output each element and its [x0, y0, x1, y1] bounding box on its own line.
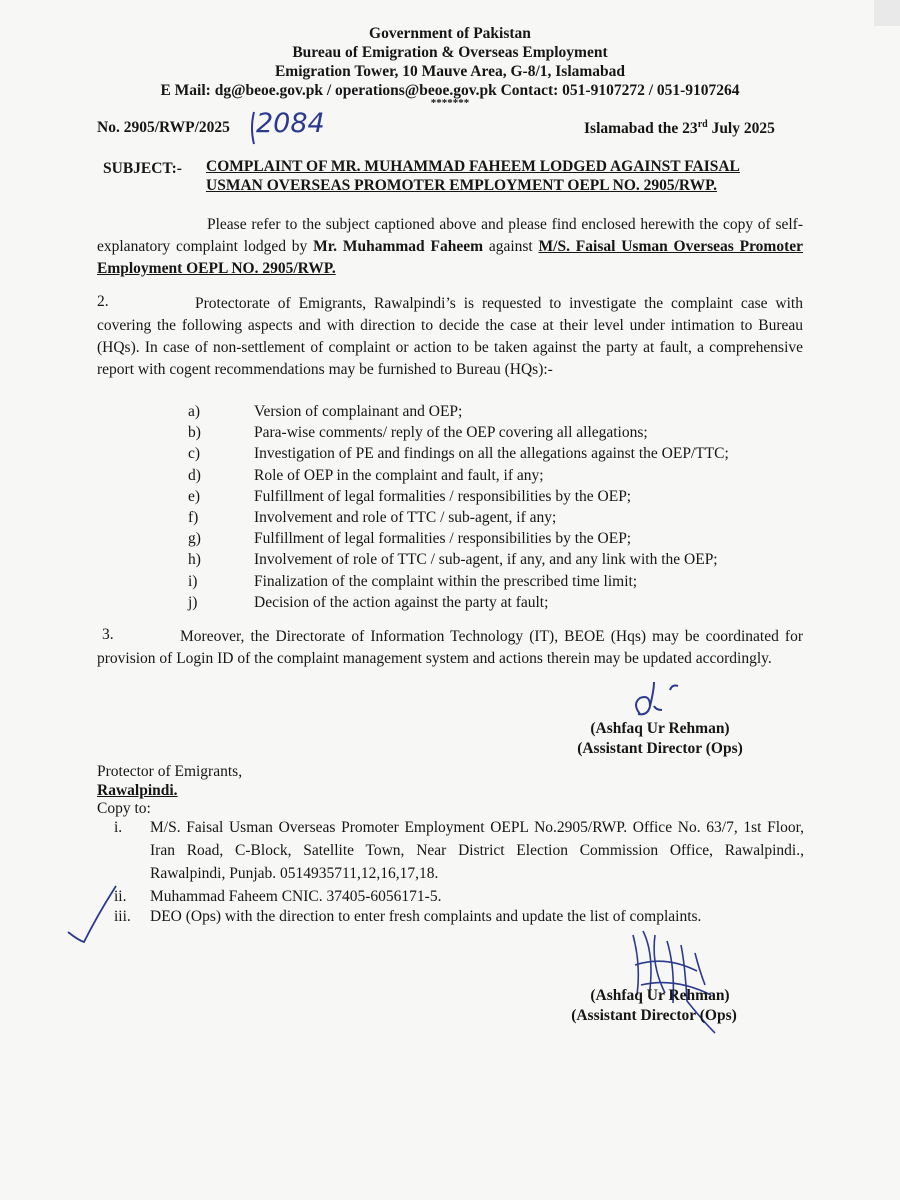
date-suffix: July 2025: [707, 120, 775, 138]
aspect-label: j): [188, 593, 198, 611]
signatory-1-name: (Ashfaq Ur Rehman): [590, 720, 730, 737]
copy-text: M/S. Faisal Usman Overseas Promoter Employment OEPL No.2905/RWP. Office No. 63/7, 1st Floor, Iran Road, C-Block, Satellite Town, Near District Election Commission Office, Rawalpindi., Rawalpindi, Punjab. 0514935711,12,16,17,18.: [150, 819, 804, 882]
initials-signature: [610, 680, 690, 725]
aspect-item: [188, 422, 808, 443]
aspect-label: i): [188, 572, 198, 590]
aspect-label: f): [188, 509, 199, 526]
copy-text: Muhammad Faheem CNIC. 37405-6056171-5.: [150, 888, 442, 905]
aspect-text: Decision of the action against the party at fault;: [254, 593, 549, 611]
subject-line-1: COMPLAINT OF MR. MUHAMMAD FAHEEM LODGED AGAINST FAISAL: [206, 158, 740, 175]
aspect-label: d): [188, 466, 201, 484]
date-superscript: rd: [697, 119, 708, 130]
copy-number: ii.: [114, 888, 127, 905]
subject-text: [206, 157, 806, 195]
aspect-text: Fulfillment of legal formalities / responsibilities by the OEP;: [254, 530, 632, 548]
complainant-name: Mr. Muhammad Faheem: [313, 238, 484, 255]
aspect-text: Involvement and role of TTC / sub-agent, if any;: [254, 509, 557, 526]
aspect-item: [188, 443, 808, 464]
header-stars: *******: [430, 97, 470, 109]
aspect-label: b): [188, 424, 201, 442]
scan-corner: [874, 0, 900, 26]
aspect-item: [188, 528, 808, 549]
aspect-item: [188, 571, 808, 592]
aspect-label: e): [188, 487, 201, 505]
aspect-item: [188, 507, 808, 528]
aspect-item: [188, 549, 808, 570]
para1-against: against: [483, 238, 539, 255]
aspect-label: c): [188, 445, 201, 463]
copy-to-label: Copy to:: [97, 800, 151, 817]
subject-label: SUBJECT:-: [103, 160, 182, 177]
check-mark: [64, 880, 124, 950]
aspect-item: [188, 592, 808, 613]
subject-line-2: USMAN OVERSEAS PROMOTER EMPLOYMENT OEPL NO. 2905/RWP.: [206, 177, 718, 194]
para1-text: Please refer to the subject captioned above and please find enclosed herewith the copy of self-explanatory complaint lodged by: [97, 216, 803, 255]
aspect-item: [188, 486, 808, 507]
para3-number: 3.: [102, 626, 114, 643]
aspect-text: Fulfillment of legal formalities / responsibilities by the OEP;: [254, 487, 632, 505]
aspect-text: Version of complainant and OEP;: [254, 403, 463, 420]
paragraph-1: [97, 214, 803, 280]
date-prefix: Islamabad the 23: [584, 120, 698, 138]
aspect-text: Investigation of PE and findings on all the allegations against the OEP/TTC;: [254, 445, 729, 463]
addressee-line-2: Rawalpindi.: [97, 782, 178, 799]
aspect-item: [188, 465, 808, 486]
header-address: Emigration Tower, 10 Mauve Area, G-8/1, Islamabad: [274, 63, 626, 80]
copy-number: i.: [114, 819, 123, 836]
paragraph-2: Protectorate of Emigrants, Rawalpindi’s is requested to investigate the complaint case with covering the following aspects and with direction to decide the case at their level under intimation to Bureau (HQs). In case of non-settlement of complaint or action to be taken against the party at fault, a comprehensive report with cogent recommendations may be furnished to Bureau (HQs):-: [97, 295, 803, 378]
aspect-text: Role of OEP in the complaint and fault, if any;: [254, 466, 544, 484]
signatory-1-title: (Assistant Director (Ops): [577, 740, 743, 757]
signatory-2-name: (Ashfaq Ur Rehman): [590, 987, 730, 1004]
aspect-item: [188, 401, 808, 422]
header-government: Government of Pakistan: [369, 25, 531, 42]
header-bureau: Bureau of Emigration & Overseas Employment: [292, 44, 608, 61]
paragraph-3: Moreover, the Directorate of Information Technology (IT), BEOE (Hqs) may be coordinated for provision of Login ID of the complaint management system and actions therein may be updated accordingly.: [97, 628, 803, 667]
oep-name: M/S. Faisal Usman Overseas Promoter Employment OEPL NO. 2905/RWP.: [97, 238, 804, 277]
aspect-label: h): [188, 551, 201, 569]
reference-number: No. 2905/RWP/2025: [97, 119, 230, 136]
para2-number: 2.: [97, 293, 109, 310]
aspect-label: a): [188, 403, 201, 420]
header-contact: E Mail: dg@beoe.gov.pk / operations@beoe.gov.pk Contact: 051-9107272 / 051-9107264: [160, 82, 740, 99]
addressee-line-1: Protector of Emigrants,: [97, 763, 243, 780]
handwritten-diary-number: 2084: [256, 108, 325, 139]
place-and-date: [584, 119, 775, 138]
signatory-2-title: (Assistant Director (Ops): [571, 1007, 737, 1024]
copy-text: DEO (Ops) with the direction to enter fresh complaints and update the list of complaints.: [150, 908, 702, 925]
aspect-text: Involvement of role of TTC / sub-agent, if any, and any link with the OEP;: [254, 551, 718, 569]
aspect-text: Para-wise comments/ reply of the OEP covering all allegations;: [254, 424, 648, 442]
aspect-text: Finalization of the complaint within the prescribed time limit;: [254, 572, 638, 590]
aspect-label: g): [188, 530, 201, 548]
copy-number: iii.: [114, 908, 131, 925]
